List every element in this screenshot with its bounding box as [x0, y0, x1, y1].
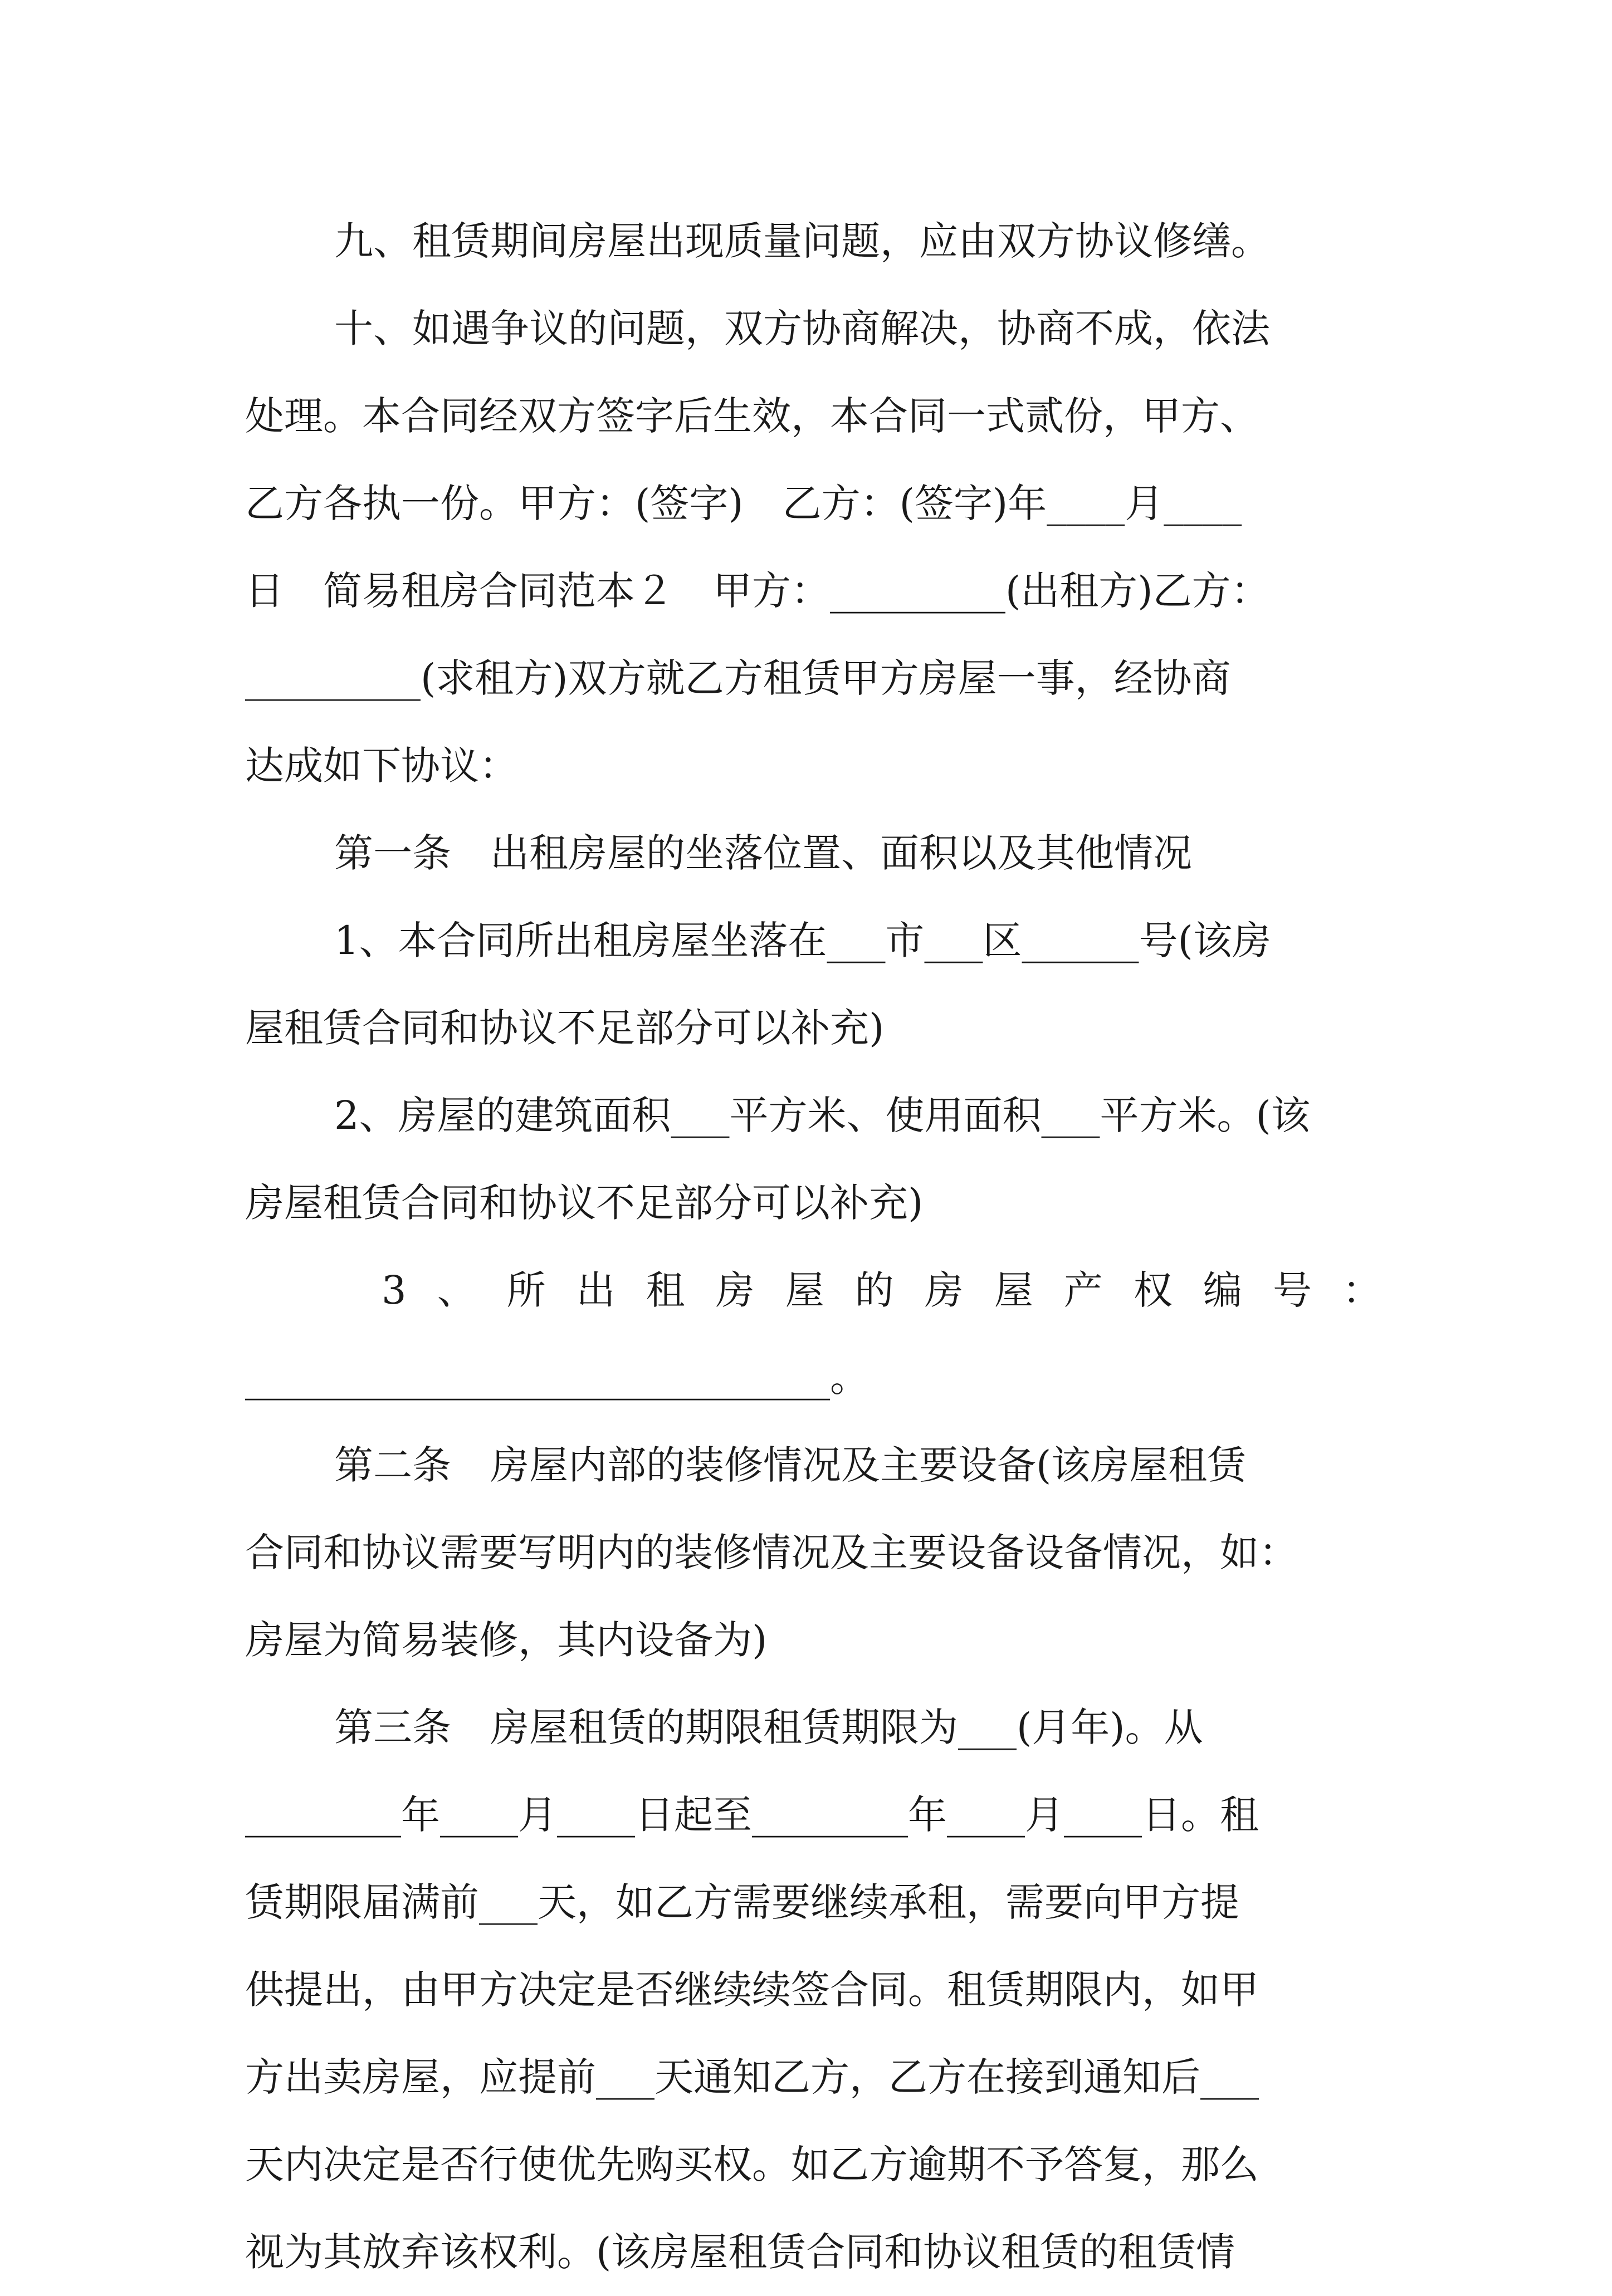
- text-line: 乙方各执一份。甲方：(签字) 乙方：(签字)年____月____: [245, 481, 1242, 526]
- spaced-char: ：: [1342, 1267, 1381, 1313]
- article-3-heading: 第三条 房屋租赁的期限租赁期限为___(月年)。从: [334, 1705, 1203, 1750]
- spaced-char: 屋: [785, 1267, 824, 1313]
- text-line: 房屋为简易装修，其内设备为): [245, 1617, 768, 1663]
- article-1-item-1: 1、本合同所出租房屋坐落在___市___区______号(该房: [334, 918, 1271, 963]
- text-line: 达成如下协议：: [245, 743, 518, 789]
- spaced-char: 3: [382, 1267, 407, 1313]
- text-line: 天内决定是否行使优先购买权。如乙方逾期不予答复，那么: [245, 2142, 1259, 2187]
- property-number-blank: ______________________________。: [245, 1355, 869, 1401]
- article-1-item-2: 2、房屋的建筑面积___平方米、使用面积___平方米。(该: [334, 1093, 1310, 1138]
- text-line: 供提出，由甲方决定是否继续续签合同。租赁期限内，如甲: [245, 1967, 1259, 2013]
- text-line: 方出卖房屋，应提前___天通知乙方，乙方在接到通知后___: [245, 2054, 1259, 2100]
- text-line: 屋租赁合同和协议不足部分可以补充): [245, 1005, 885, 1051]
- spaced-char: 编: [1203, 1267, 1242, 1313]
- paragraph-clause-9: 九、租赁期间房屋出现质量问题，应由双方协议修缮。: [334, 218, 1270, 264]
- spaced-char: 号: [1272, 1267, 1312, 1313]
- spaced-char: 产: [1063, 1267, 1103, 1313]
- text-line: 视为其放弃该权利。(该房屋租赁合同和协议租赁的租赁情: [245, 2229, 1235, 2275]
- document-body: [245, 198, 1381, 2296]
- text-line: 赁期限届满前___天，如乙方需要继续承租，需要向甲方提: [245, 1879, 1239, 1925]
- text-line: _________(求租方)双方就乙方租赁甲方房屋一事，经协商: [245, 655, 1231, 701]
- text-line: 日 简易租房合同范本２ 甲方：_________(出租方)乙方：: [245, 568, 1270, 614]
- article-1-item-3: [245, 1247, 1381, 1334]
- spaced-char: 房: [715, 1267, 755, 1313]
- text-line: 处理。本合同经双方签字后生效，本合同一式贰份，甲方、: [245, 393, 1259, 439]
- spaced-char: 出: [576, 1267, 616, 1313]
- spaced-char: 所: [506, 1267, 546, 1313]
- spaced-char: 屋: [994, 1267, 1033, 1313]
- spaced-char: 、: [437, 1267, 476, 1313]
- spaced-char: 权: [1133, 1267, 1173, 1313]
- text-line: 房屋租赁合同和协议不足部分可以补充): [245, 1180, 924, 1226]
- text-line: ________年____月____日起至________年____月____日。租: [245, 1792, 1259, 1838]
- text-line: 合同和协议需要写明内的装修情况及主要设备设备情况，如：: [245, 1530, 1298, 1575]
- paragraph-clause-10: 十、如遇争议的问题，双方协商解决，协商不成，依法: [334, 306, 1270, 351]
- spaced-char: 租: [646, 1267, 685, 1313]
- spaced-char: 房: [924, 1267, 964, 1313]
- article-1-heading: 第一条 出租房屋的坐落位置、面积以及其他情况: [334, 830, 1192, 876]
- spaced-char: 的: [854, 1267, 894, 1313]
- article-2-heading: 第二条 房屋内部的装修情况及主要设备(该房屋租赁: [334, 1442, 1247, 1488]
